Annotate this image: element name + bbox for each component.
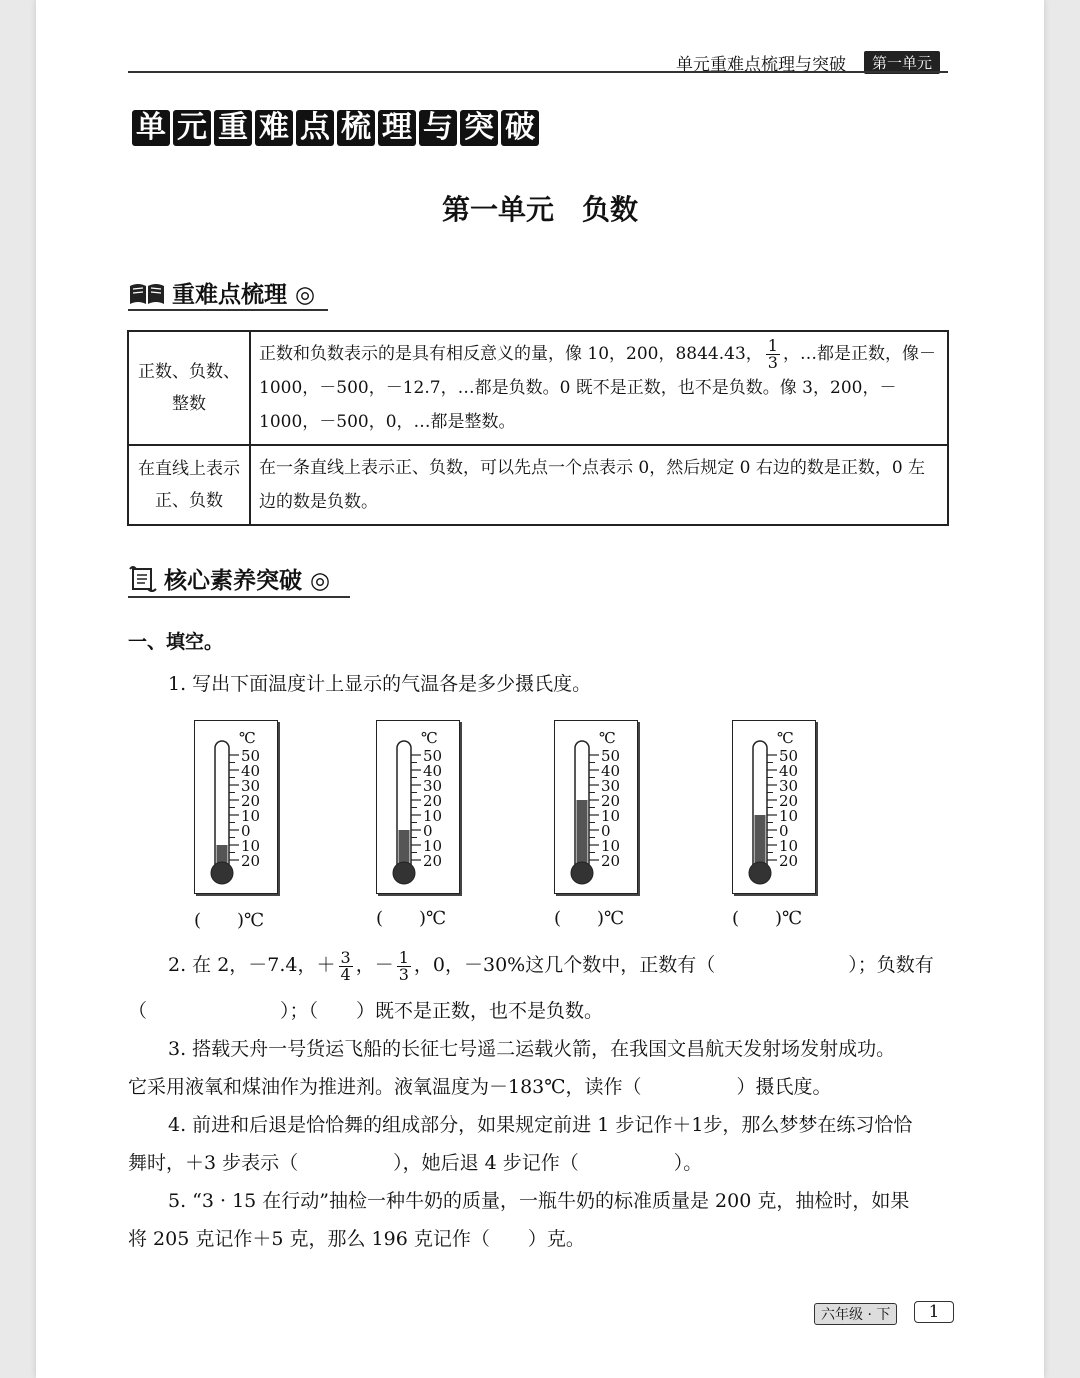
tick-label: 20: [779, 852, 799, 870]
row-text: ，…都是正数，像－1000，－500，－12.7，…都是负数。0 既不是正数，也不是负数。像 3，200，－1000，－500，0，…都是整数。: [259, 344, 936, 432]
grade-badge: 六年级 · 下: [814, 1303, 897, 1325]
title-char: 破: [501, 110, 539, 146]
section-heading-core-skills: [128, 562, 330, 595]
row-label: 在直线上表示正、负数: [128, 445, 250, 525]
tick-label: 10: [779, 837, 799, 855]
tick-label: 40: [601, 762, 621, 780]
title-char: 重: [214, 110, 252, 146]
unit-title: 第一单元 负数: [441, 193, 638, 226]
tick-label: 20: [241, 792, 261, 810]
title-char: 单: [132, 110, 170, 146]
tick-label: 10: [241, 837, 261, 855]
fraction: [766, 338, 780, 371]
tick-label: 30: [241, 777, 261, 795]
row-text: 正数和负数表示的是具有相反意义的量，像 10，200，8844.43，: [259, 344, 763, 364]
tick-label: 50: [423, 747, 443, 765]
tick-label: 10: [423, 837, 443, 855]
section-title: 重难点梳理 ◎: [172, 282, 316, 308]
unit-label: ℃: [421, 729, 438, 747]
table-row: [128, 445, 948, 525]
title-char: 点: [296, 110, 334, 146]
thermometer: [732, 720, 816, 894]
fraction-denominator: 3: [398, 964, 409, 984]
section-underline: [128, 309, 328, 311]
unit-badge: 第一单元: [864, 51, 940, 74]
tick-label: 20: [241, 852, 261, 870]
thermometer-bulb: [393, 862, 415, 884]
title-char: 难: [255, 110, 293, 146]
row-content: [250, 331, 948, 445]
thermometer-bulb: [749, 862, 771, 884]
tick-label: 20: [779, 792, 799, 810]
title-char: 与: [419, 110, 457, 146]
page: [36, 0, 1044, 1378]
question-2-line-2: （ ）；（ ）既不是正数，也不是负数。: [128, 1000, 604, 1022]
thermometer-bulb: [211, 862, 233, 884]
unit-label: ℃: [599, 729, 616, 747]
book-icon: [128, 280, 166, 306]
row-label: 正数、负数、整数: [128, 331, 250, 445]
tick-label: 40: [779, 762, 799, 780]
tick-label: 40: [423, 762, 443, 780]
fraction-numerator: 1: [767, 336, 778, 355]
row-content: 在一条直线上表示正、负数，可以先点一个点表示 0，然后规定 0 右边的数是正数，0 左边的数是负数。: [250, 445, 948, 525]
title-char: 梳: [337, 110, 375, 146]
tick-label: 20: [423, 852, 443, 870]
tick-label: 30: [601, 777, 621, 795]
fraction-denominator: 4: [340, 964, 351, 984]
tick-label: 0: [423, 822, 433, 840]
tick-label: 20: [601, 852, 621, 870]
title-char: 突: [460, 110, 498, 146]
tick-label: 50: [241, 747, 261, 765]
question-5: 5. “3 · 15 在行动”抽检一种牛奶的质量，一瓶牛奶的标准质量是 200 克，抽检时，如果: [168, 1190, 910, 1212]
q2-text: 2. 在 2，－7.4，＋: [168, 954, 336, 976]
unit-label: ℃: [239, 729, 256, 747]
answer-blank[interactable]: ( )℃: [376, 908, 447, 929]
tick-label: 30: [423, 777, 443, 795]
scroll-icon: [128, 565, 158, 593]
question-2: [168, 946, 934, 984]
thermometer: [554, 720, 638, 894]
thermometer: [194, 720, 278, 894]
q2-text: ，－: [355, 954, 394, 976]
section-title: 核心素养突破 ◎: [164, 568, 331, 594]
question-4-line-2: 舞时，＋3 步表示（ ），她后退 4 步记作（ ）。: [128, 1152, 703, 1174]
header-rule: [128, 71, 948, 73]
answer-blank[interactable]: ( )℃: [732, 908, 803, 929]
fraction: [397, 947, 411, 984]
tick-label: 10: [779, 807, 799, 825]
part-title: 一、填空。: [128, 631, 224, 653]
answer-blank[interactable]: ( )℃: [554, 908, 625, 929]
tick-label: 50: [779, 747, 799, 765]
question-3-line-2: 它采用液氧和煤油作为推进剂。液氧温度为－183℃，读作（ ）摄氏度。: [128, 1076, 832, 1098]
tick-label: 40: [241, 762, 261, 780]
table-row: [128, 331, 948, 445]
tick-label: 10: [241, 807, 261, 825]
section-underline: [128, 596, 350, 598]
thermometer: [376, 720, 460, 894]
unit-label: ℃: [777, 729, 794, 747]
fraction-denominator: 3: [767, 353, 778, 372]
fraction: [339, 947, 353, 984]
fraction-numerator: 1: [398, 947, 409, 967]
page-number: 1: [914, 1301, 954, 1323]
question-3: 3. 搭载天舟一号货运飞船的长征七号遥二运载火箭，在我国文昌航天发射场发射成功。: [168, 1038, 896, 1060]
tick-label: 30: [779, 777, 799, 795]
tick-label: 20: [423, 792, 443, 810]
title-char: 理: [378, 110, 416, 146]
question-1: 1. 写出下面温度计上显示的气温各是多少摄氏度。: [168, 673, 592, 695]
title-char: 元: [173, 110, 211, 146]
tick-label: 10: [601, 807, 621, 825]
q2-text: ，0，－30%这几个数中，正数有（ ）；负数有: [413, 954, 934, 976]
main-title: [132, 110, 539, 146]
tick-label: 0: [779, 822, 789, 840]
question-5-line-2: 将 205 克记作＋5 克，那么 196 克记作（ ）克。: [128, 1228, 585, 1250]
thermometer-bulb: [571, 862, 593, 884]
tick-label: 0: [241, 822, 251, 840]
tick-label: 10: [601, 837, 621, 855]
tick-label: 20: [601, 792, 621, 810]
tick-label: 50: [601, 747, 621, 765]
key-points-table: [127, 330, 949, 526]
running-header: 单元重难点梳理与突破: [676, 55, 846, 75]
fraction-numerator: 3: [340, 947, 351, 967]
tick-label: 0: [601, 822, 611, 840]
question-4: 4. 前进和后退是恰恰舞的组成部分，如果规定前进 1 步记作＋1步，那么梦梦在练习恰恰: [168, 1114, 913, 1136]
answer-blank[interactable]: ( )℃: [194, 910, 265, 931]
tick-label: 10: [423, 807, 443, 825]
section-heading-key-points: [128, 276, 315, 309]
